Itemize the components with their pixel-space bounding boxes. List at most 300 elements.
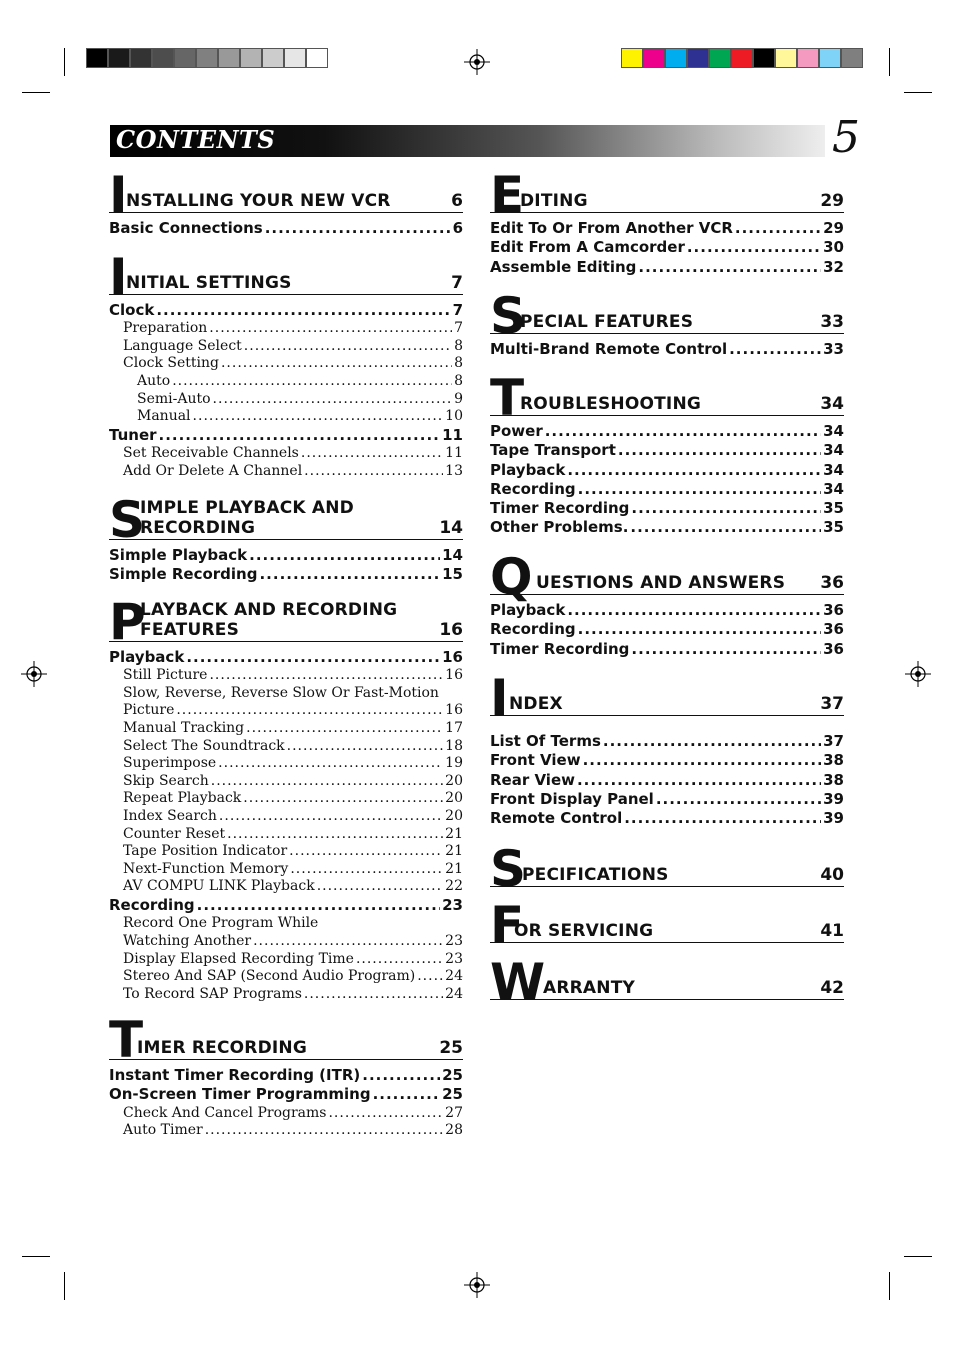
dot-leader xyxy=(631,640,821,659)
dot-leader xyxy=(221,355,452,373)
toc-entry-label: Rear View xyxy=(490,770,575,789)
dot-leader xyxy=(186,648,440,667)
toc-entry-label: Power xyxy=(490,422,543,440)
toc-entry-label: List Of Terms xyxy=(490,732,601,750)
toc-entry-page: 23 xyxy=(445,950,463,967)
section-page: 16 xyxy=(439,620,463,640)
toc-entry-page: 34 xyxy=(823,441,844,460)
toc-entry-page: 23 xyxy=(445,932,463,949)
section-page: 34 xyxy=(820,394,844,414)
toc-entry-page: 19 xyxy=(445,755,463,772)
section-heading xyxy=(490,287,844,345)
toc-entry-page: 6 xyxy=(452,219,463,237)
toc-entry-label: Tuner xyxy=(109,425,157,444)
toc-entry-label: Recording xyxy=(490,620,576,639)
toc-entry xyxy=(109,773,463,791)
toc-entry xyxy=(109,986,463,1004)
color-swatch xyxy=(665,48,687,68)
toc-entry-label: Remote Control xyxy=(490,809,623,828)
entry-list xyxy=(490,340,844,359)
dot-leader xyxy=(209,320,452,338)
crop-mark xyxy=(904,92,932,93)
toc-entry-page: 39 xyxy=(823,789,844,808)
dot-leader xyxy=(259,565,440,584)
dot-leader xyxy=(362,1066,440,1085)
dot-leader xyxy=(656,790,821,809)
dot-leader xyxy=(577,771,821,790)
color-swatch xyxy=(284,48,306,68)
section-title: DITING xyxy=(520,191,588,211)
toc-entry xyxy=(109,878,463,896)
toc-entry-page: 28 xyxy=(445,1122,463,1139)
toc-entry-page: 23 xyxy=(442,896,463,915)
toc-entry xyxy=(109,826,463,844)
toc-entry xyxy=(109,546,463,565)
toc-entry-page: 36 xyxy=(823,639,844,658)
color-swatch xyxy=(240,48,262,68)
page-number: 5 xyxy=(832,112,860,163)
section-title: NITIAL SETTINGS xyxy=(126,273,292,293)
dot-leader xyxy=(729,340,821,359)
toc-entry-label: Playback xyxy=(490,601,566,619)
toc-entry xyxy=(490,640,844,659)
color-swatch xyxy=(218,48,240,68)
section-questions-answers xyxy=(490,548,844,659)
section-heading xyxy=(109,1011,463,1069)
toc-entry-label: Set Receivable Channels xyxy=(123,445,299,462)
toc-entry xyxy=(490,809,844,828)
color-swatch xyxy=(86,48,108,68)
section-page: 6 xyxy=(451,191,463,211)
dot-leader xyxy=(265,219,451,238)
toc-entry xyxy=(490,441,844,460)
toc-entry-page: 21 xyxy=(445,860,463,877)
section-title: PECIFICATIONS xyxy=(522,865,669,885)
section-heading xyxy=(490,548,844,606)
toc-entry-label: Index Search xyxy=(123,808,217,825)
toc-entry-page: 21 xyxy=(445,843,463,860)
section-special-features xyxy=(490,287,844,359)
toc-entry-label: Manual Tracking xyxy=(123,720,245,737)
toc-entry-page: 34 xyxy=(823,422,844,440)
toc-entry xyxy=(109,951,463,969)
drop-cap: S xyxy=(490,287,527,345)
dot-leader xyxy=(317,878,443,896)
toc-entry xyxy=(490,499,844,518)
color-calibration-bar xyxy=(621,48,863,68)
entry-list xyxy=(490,732,844,828)
dot-leader xyxy=(290,861,443,879)
crop-mark xyxy=(22,1256,50,1257)
toc-entry-label: Simple Playback xyxy=(109,546,248,564)
toc-entry-label: Tape Position Indicator xyxy=(123,843,288,860)
section-title: UESTIONS AND ANSWERS xyxy=(536,573,786,593)
section-title: RECORDING xyxy=(140,518,256,538)
dot-leader xyxy=(244,338,452,356)
toc-entry-label: Add Or Delete A Channel xyxy=(123,462,303,479)
toc-entry-label: Timer Recording xyxy=(490,499,630,518)
section-heading xyxy=(490,369,844,427)
section-title: NSTALLING YOUR NEW VCR xyxy=(126,191,391,211)
dot-leader xyxy=(159,426,441,445)
color-swatch xyxy=(152,48,174,68)
toc-entry-page: 38 xyxy=(823,770,844,789)
toc-entry xyxy=(109,702,463,720)
dot-leader xyxy=(567,601,821,620)
drop-cap: P xyxy=(109,593,146,651)
dot-leader xyxy=(211,773,443,791)
toc-entry xyxy=(109,1122,463,1140)
toc-entry xyxy=(109,1105,463,1123)
toc-entry xyxy=(109,720,463,738)
toc-entry xyxy=(109,565,463,584)
dot-leader xyxy=(624,809,821,828)
toc-entry-label: Multi-Brand Remote Control xyxy=(490,340,728,358)
section-page: 41 xyxy=(820,921,844,941)
dot-leader xyxy=(304,986,443,1004)
dot-leader xyxy=(328,1105,443,1123)
toc-entry xyxy=(109,933,463,951)
dot-leader xyxy=(567,461,821,480)
toc-entry xyxy=(490,732,844,751)
toc-entry-label: Display Elapsed Recording Time xyxy=(123,950,354,967)
toc-entry xyxy=(109,355,463,373)
dot-leader xyxy=(687,238,821,257)
color-swatch xyxy=(819,48,841,68)
toc-entry xyxy=(490,480,844,499)
toc-entry xyxy=(109,648,463,667)
section-title: LAYBACK AND RECORDING xyxy=(140,600,398,620)
section-index xyxy=(490,669,844,828)
toc-entry-page: 39 xyxy=(823,809,844,828)
toc-entry xyxy=(109,463,463,481)
section-page: 25 xyxy=(439,1038,463,1058)
toc-entry-label: Preparation xyxy=(123,320,208,337)
toc-entry xyxy=(109,968,463,986)
toc-entry xyxy=(109,1085,463,1104)
dot-leader xyxy=(289,843,443,861)
dot-leader xyxy=(246,720,443,738)
color-swatch xyxy=(130,48,152,68)
dot-leader xyxy=(243,790,443,808)
dot-leader xyxy=(253,933,443,951)
drop-cap: W xyxy=(490,953,546,1011)
toc-entry-label: Slow, Reverse, Reverse Slow Or Fast-Motion xyxy=(123,684,439,701)
section-page: 33 xyxy=(820,312,844,332)
toc-entry xyxy=(109,445,463,463)
toc-entry xyxy=(490,771,844,790)
section-heading xyxy=(490,669,844,727)
toc-entry xyxy=(109,843,463,861)
drop-cap: S xyxy=(490,840,527,898)
crop-mark xyxy=(64,48,65,76)
toc-entry-page: 8 xyxy=(454,373,463,390)
toc-entry-page: 24 xyxy=(445,985,463,1002)
crop-mark xyxy=(22,92,50,93)
toc-entry-label: Front View xyxy=(490,751,581,770)
dot-leader xyxy=(213,391,453,409)
dot-leader xyxy=(219,808,443,826)
toc-entry-label: Record One Program While xyxy=(123,915,319,932)
toc-entry xyxy=(109,667,463,685)
color-swatch xyxy=(108,48,130,68)
toc-entry-page: 16 xyxy=(445,702,463,719)
toc-entry xyxy=(109,219,463,238)
toc-entry-page: 11 xyxy=(445,445,463,462)
toc-entry xyxy=(490,258,844,277)
section-installing xyxy=(109,166,463,238)
section-title: PECIAL FEATURES xyxy=(520,312,694,332)
toc-entry xyxy=(109,426,463,445)
dot-leader xyxy=(583,751,822,770)
toc-entry-page: 10 xyxy=(445,408,463,425)
toc-entry-page: 25 xyxy=(442,1085,463,1104)
toc-entry-label: Check And Cancel Programs xyxy=(123,1104,327,1121)
drop-cap: F xyxy=(490,896,525,954)
toc-entry-label: Assemble Editing xyxy=(490,257,637,276)
toc-entry xyxy=(109,861,463,879)
dot-leader xyxy=(545,422,821,441)
toc-entry-page: 9 xyxy=(454,390,463,407)
dot-leader xyxy=(197,896,441,915)
toc-entry-label: Auto xyxy=(137,373,171,390)
section-page: 36 xyxy=(820,573,844,593)
toc-entry-page: 21 xyxy=(445,825,463,842)
drop-cap: I xyxy=(109,248,128,306)
toc-entry-label: Repeat Playback xyxy=(123,790,242,807)
toc-entry xyxy=(490,790,844,809)
toc-entry xyxy=(490,461,844,480)
toc-entry-page: 35 xyxy=(823,499,844,518)
toc-entry-page: 15 xyxy=(442,565,463,584)
toc-entry xyxy=(490,422,844,441)
dot-leader xyxy=(193,408,444,426)
toc-entry-page: 34 xyxy=(823,460,844,479)
dot-leader xyxy=(373,1085,441,1104)
dot-leader xyxy=(631,499,821,518)
toc-entry-page: 11 xyxy=(442,425,463,444)
dot-leader xyxy=(578,620,822,639)
crop-mark xyxy=(64,1272,65,1300)
entry-list xyxy=(490,422,844,538)
section-heading xyxy=(109,166,463,224)
dot-leader xyxy=(205,1122,443,1140)
crop-mark xyxy=(904,1256,932,1257)
color-swatch xyxy=(775,48,797,68)
section-title: NDEX xyxy=(509,694,563,714)
toc-entry xyxy=(109,808,463,826)
section-for-servicing xyxy=(490,896,844,954)
section-troubleshooting xyxy=(490,369,844,538)
toc-entry-label: Watching Another xyxy=(123,932,252,949)
entry-list xyxy=(109,546,463,585)
toc-entry xyxy=(109,320,463,338)
section-title: IMER RECORDING xyxy=(137,1038,308,1058)
section-title: ROUBLESHOOTING xyxy=(520,394,702,414)
toc-entry-page: 13 xyxy=(445,462,463,479)
toc-entry-label: Language Select xyxy=(123,337,242,354)
color-swatch xyxy=(841,48,863,68)
toc-entry-page: 25 xyxy=(442,1066,463,1084)
toc-entry-label: Clock Setting xyxy=(123,355,219,372)
crop-mark xyxy=(889,1272,890,1300)
toc-entry-label: Simple Recording xyxy=(109,565,258,584)
section-page: 40 xyxy=(820,865,844,885)
dot-leader xyxy=(578,480,822,499)
toc-entry-page: 20 xyxy=(445,790,463,807)
toc-entry-page: 20 xyxy=(445,808,463,825)
toc-entry-page: 20 xyxy=(445,772,463,789)
toc-entry-label: Edit To Or From Another VCR xyxy=(490,219,733,237)
entry-list xyxy=(109,1066,463,1140)
toc-entry xyxy=(109,408,463,426)
dot-leader xyxy=(304,463,443,481)
toc-entry-page: 35 xyxy=(823,518,844,537)
dot-leader xyxy=(172,373,452,391)
toc-entry-label: Playback xyxy=(109,648,185,666)
section-editing xyxy=(490,166,844,277)
toc-entry-page: 7 xyxy=(454,320,463,337)
section-warranty xyxy=(490,953,844,1011)
section-title: OR SERVICING xyxy=(514,921,654,941)
section-heading xyxy=(490,953,844,1011)
toc-entry xyxy=(490,518,844,537)
toc-entry xyxy=(109,1066,463,1085)
color-swatch xyxy=(174,48,196,68)
toc-entry-label: Counter Reset xyxy=(123,825,226,842)
toc-entry-label: Next-Function Memory xyxy=(123,860,289,877)
color-swatch xyxy=(196,48,218,68)
toc-entry xyxy=(109,338,463,356)
section-heading xyxy=(490,840,844,898)
section-title: FEATURES xyxy=(140,620,240,640)
dot-leader xyxy=(603,732,821,751)
section-heading xyxy=(109,593,463,651)
toc-entry xyxy=(490,238,844,257)
toc-entry xyxy=(109,373,463,391)
section-timer-recording xyxy=(109,1011,463,1140)
toc-entry xyxy=(109,391,463,409)
dot-leader xyxy=(218,755,443,773)
dot-leader xyxy=(356,951,443,969)
dot-leader xyxy=(156,301,450,320)
toc-entry-page: 22 xyxy=(445,878,463,895)
dot-leader xyxy=(638,258,821,277)
toc-entry-page: 38 xyxy=(823,751,844,770)
toc-entry-label: Tape Transport xyxy=(490,441,616,460)
color-swatch xyxy=(731,48,753,68)
section-heading xyxy=(109,248,463,306)
section-page: 29 xyxy=(820,191,844,211)
drop-cap: I xyxy=(109,166,128,224)
toc-entry-label: Recording xyxy=(490,479,576,498)
section-playback-recording xyxy=(109,593,463,1003)
toc-entry-label: Recording xyxy=(109,896,195,915)
dot-leader xyxy=(249,546,440,565)
toc-entry-page: 29 xyxy=(823,219,844,237)
drop-cap: S xyxy=(109,491,146,549)
section-title: IMPLE PLAYBACK AND xyxy=(140,498,354,518)
toc-entry xyxy=(109,915,463,933)
toc-entry xyxy=(109,790,463,808)
section-heading xyxy=(109,491,463,549)
toc-entry-page: 7 xyxy=(452,301,463,319)
toc-entry-page: 16 xyxy=(445,667,463,684)
dot-leader xyxy=(301,445,443,463)
toc-entry-page: 27 xyxy=(445,1104,463,1121)
color-swatch xyxy=(262,48,284,68)
toc-entry-label: Instant Timer Recording (ITR) xyxy=(109,1066,361,1084)
toc-entry-label: Semi-Auto xyxy=(137,390,211,407)
toc-entry xyxy=(490,620,844,639)
registration-crosshair-icon xyxy=(21,661,47,687)
drop-cap: T xyxy=(490,369,525,427)
entry-list xyxy=(490,601,844,659)
toc-entry xyxy=(109,755,463,773)
toc-entry-page: 32 xyxy=(823,257,844,276)
entry-list xyxy=(109,219,463,238)
toc-entry-label: To Record SAP Programs xyxy=(123,985,302,1002)
color-swatch xyxy=(643,48,665,68)
color-swatch xyxy=(753,48,775,68)
registration-crosshair-icon xyxy=(464,1272,490,1298)
toc-entry-page: 34 xyxy=(823,479,844,498)
toc-entry-page: 36 xyxy=(823,601,844,619)
toc-entry-label: AV COMPU LINK Playback xyxy=(123,878,315,895)
toc-entry-label: Superimpose xyxy=(123,755,217,772)
toc-entry xyxy=(109,301,463,320)
toc-entry-label: Select The Soundtrack xyxy=(123,737,285,754)
drop-cap: Q xyxy=(490,548,533,606)
toc-entry xyxy=(109,738,463,756)
dot-leader xyxy=(176,702,443,720)
toc-entry-page: 18 xyxy=(445,737,463,754)
entry-list xyxy=(109,648,463,1003)
color-swatch xyxy=(797,48,819,68)
toc-entry xyxy=(490,601,844,620)
section-page: 42 xyxy=(820,978,844,998)
section-page: 7 xyxy=(451,273,463,293)
gray-calibration-bar xyxy=(86,48,328,68)
toc-entry-label: Picture xyxy=(123,702,175,719)
section-simple-playback xyxy=(109,491,463,585)
toc-entry-label: Skip Search xyxy=(123,772,209,789)
color-swatch xyxy=(709,48,731,68)
toc-entry-label: Basic Connections xyxy=(109,219,263,237)
registration-crosshair-icon xyxy=(464,49,490,75)
entry-list xyxy=(109,301,463,480)
toc-entry xyxy=(490,340,844,359)
toc-entry-label: Still Picture xyxy=(123,667,208,684)
dot-leader xyxy=(630,518,821,537)
color-swatch xyxy=(306,48,328,68)
drop-cap: T xyxy=(109,1011,144,1069)
dot-leader xyxy=(618,441,821,460)
dot-leader xyxy=(287,738,444,756)
toc-entry-page: 14 xyxy=(442,546,463,564)
section-specifications xyxy=(490,840,844,898)
toc-entry xyxy=(109,896,463,915)
section-page: 14 xyxy=(439,518,463,538)
toc-entry-page: 36 xyxy=(823,620,844,639)
toc-entry-label: Playback xyxy=(490,460,566,479)
toc-entry-page: 37 xyxy=(823,732,844,750)
toc-entry-page: 8 xyxy=(454,355,463,372)
toc-entry xyxy=(109,685,463,703)
section-heading xyxy=(490,166,844,224)
dot-leader xyxy=(417,968,443,986)
dot-leader xyxy=(735,219,821,238)
